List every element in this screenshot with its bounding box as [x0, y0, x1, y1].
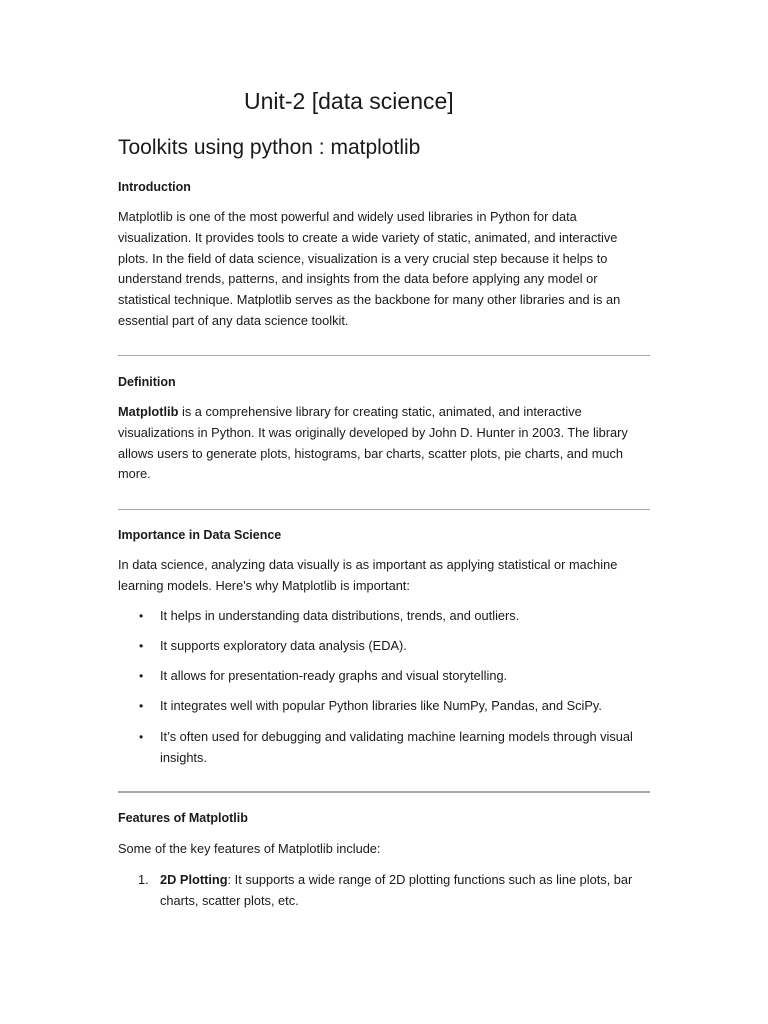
document-subtitle: Toolkits using python : matplotlib	[118, 136, 421, 159]
list-item-text: It integrates well with popular Python libraries like NumPy, Pandas, and SciPy.	[160, 698, 602, 713]
section-divider	[118, 509, 650, 510]
bullet-icon: •	[139, 730, 144, 744]
feature-description: : It supports a wide range of 2D plotting functions such as line plots, bar charts, scatter plots, etc.	[160, 872, 633, 908]
list-item-text: It helps in understanding data distributions, trends, and outliers.	[160, 608, 520, 623]
importance-intro: In data science, analyzing data visually is as important as applying statistical or machine learning models. Here's why Matplotlib is important:	[118, 557, 618, 593]
importance-heading: Importance in Data Science	[118, 528, 282, 542]
definition-heading: Definition	[118, 375, 176, 389]
features-heading: Features of Matplotlib	[118, 811, 248, 825]
introduction-heading: Introduction	[118, 180, 191, 194]
list-item-number: 1.	[138, 872, 149, 887]
section-divider	[118, 791, 650, 793]
bullet-icon: •	[139, 609, 144, 623]
introduction-paragraph: Matplotlib is one of the most powerful and widely used libraries in Python for data visualization. It provides tools to create a wide variety of static, animated, and interactive plots. In the field of data science, visualization is a very crucial step because it helps to understand trends, patterns, and insights from the data before applying any model or statistical technique. Matplotlib serves as the backbone for many other libraries and is an essential part of any data science toolkit.	[118, 209, 621, 328]
list-item-text: It allows for presentation-ready graphs and visual storytelling.	[160, 668, 508, 683]
document-title: Unit-2 [data science]	[244, 88, 454, 114]
list-item-text: It’s often used for debugging and validating machine learning models through visual insights.	[160, 729, 633, 765]
definition-term: Matplotlib	[118, 404, 179, 419]
bullet-icon: •	[139, 639, 144, 653]
bullet-icon: •	[139, 699, 144, 713]
bullet-icon: •	[139, 669, 144, 683]
definition-text: is a comprehensive library for creating static, animated, and interactive visualizations in Python. It was originally developed by John D. Hunter in 2003. The library allows users to generate plots, histograms, bar charts, scatter plots, pie charts, and much more.	[118, 404, 628, 482]
list-item-text: It supports exploratory data analysis (EDA).	[160, 638, 407, 653]
section-divider	[118, 355, 650, 356]
list-item-text	[160, 870, 640, 911]
features-intro: Some of the key features of Matplotlib include:	[118, 841, 381, 856]
definition-paragraph	[118, 402, 638, 485]
feature-term: 2D Plotting	[160, 872, 228, 887]
